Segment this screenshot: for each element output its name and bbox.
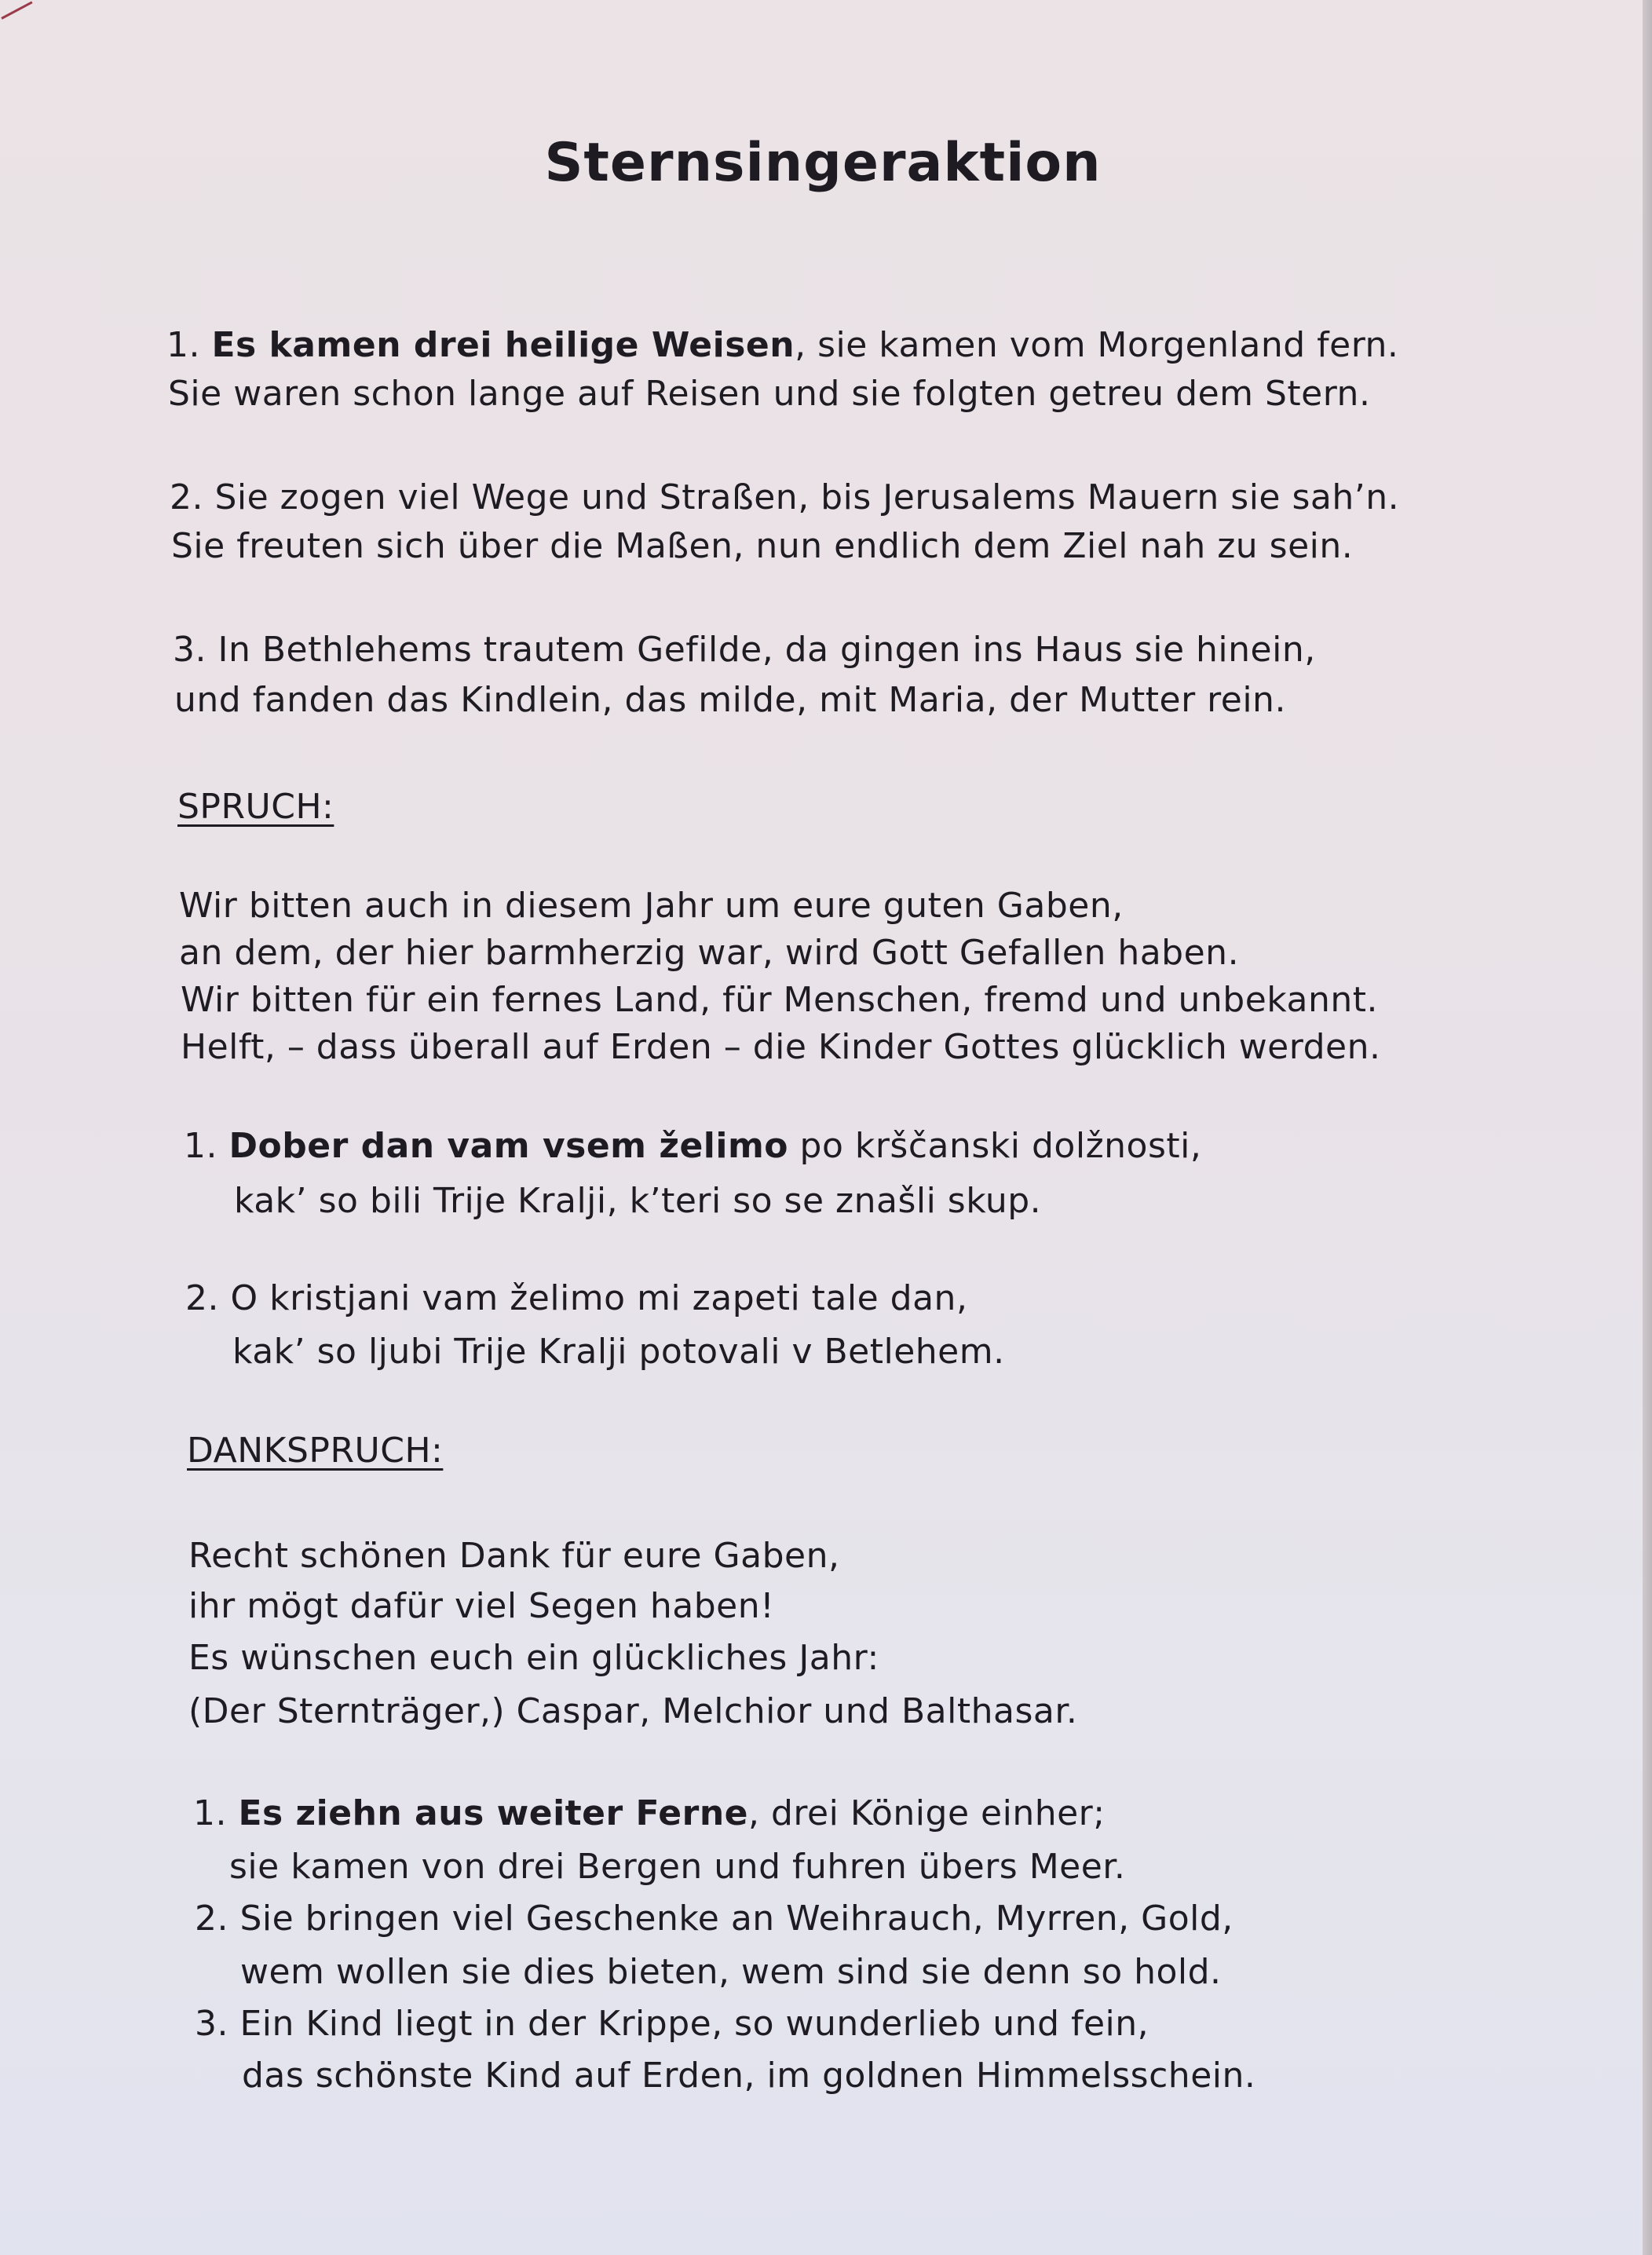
pen-mark bbox=[1, 2, 32, 20]
lied1-verse2-line1: 2. Sie zogen viel Wege und Straßen, bis Jerusalems Mauern sie sah’n. bbox=[170, 477, 1400, 517]
verse-text: , sie kamen vom Morgenland fern. bbox=[795, 325, 1399, 365]
lied1-verse3-line1: 3. In Bethlehems trautem Gefilde, da gingen ins Haus sie hinein, bbox=[173, 630, 1316, 670]
lied2-verse1-line2: sie kamen von drei Bergen und fuhren übers Meer. bbox=[229, 1847, 1126, 1887]
lied1-verse1-line1 bbox=[166, 323, 1398, 367]
verse-number: 1. bbox=[184, 1126, 217, 1166]
verse-text: , drei Könige einher; bbox=[748, 1793, 1106, 1833]
dankspruch-line: ihr mögt dafür viel Segen haben! bbox=[188, 1586, 775, 1626]
verse-incipit: Es ziehn aus weiter Ferne bbox=[238, 1793, 749, 1833]
lied1-verse2-line2: Sie freuten sich über die Maßen, nun endlich dem Ziel nah zu sein. bbox=[171, 526, 1354, 566]
verse-number: 1. bbox=[193, 1793, 227, 1833]
slovene-verse2-line1: 2. O kristjani vam želimo mi zapeti tale dan, bbox=[185, 1278, 968, 1318]
slovene-verse1-line2: kak’ so bili Trije Kralji, k’teri so se znašli skup. bbox=[234, 1181, 1042, 1221]
spruch-heading: SPRUCH: bbox=[177, 787, 334, 827]
spruch-line: Wir bitten auch in diesem Jahr um eure guten Gaben, bbox=[179, 886, 1124, 926]
dankspruch-line: Es wünschen euch ein glückliches Jahr: bbox=[188, 1638, 879, 1678]
slovene-verse2-line2: kak’ so ljubi Trije Kralji potovali v Betlehem. bbox=[232, 1332, 1005, 1372]
page-title: Sternsingeraktion bbox=[544, 132, 1102, 194]
dankspruch-line: (Der Sternträger,) Caspar, Melchior und Balthasar. bbox=[188, 1691, 1078, 1731]
spruch-line: Wir bitten für ein fernes Land, für Menschen, fremd und unbekannt. bbox=[181, 980, 1378, 1020]
lied2-verse2-line2: wem wollen sie dies bieten, wem sind sie denn so hold. bbox=[240, 1952, 1222, 1992]
lied2-verse3-line2: das schönste Kind auf Erden, im goldnen Himmelsschein. bbox=[242, 2056, 1256, 2096]
lied1-verse1-line2: Sie waren schon lange auf Reisen und sie folgten getreu dem Stern. bbox=[168, 374, 1371, 414]
lied2-verse3-line1: 3. Ein Kind liegt in der Krippe, so wunderlieb und fein, bbox=[195, 2004, 1149, 2044]
dankspruch-heading: DANKSPRUCH: bbox=[187, 1431, 444, 1471]
verse-text: po krščanski dolžnosti, bbox=[788, 1126, 1202, 1166]
spruch-line: an dem, der hier barmherzig war, wird Gott Gefallen haben. bbox=[179, 933, 1240, 973]
verse-incipit: Dober dan vam vsem želimo bbox=[228, 1126, 789, 1166]
spruch-line: Helft, – dass überall auf Erden – die Kinder Gottes glücklich werden. bbox=[181, 1027, 1381, 1067]
lied2-verse1-line1 bbox=[193, 1792, 1106, 1836]
lied2-verse2-line1: 2. Sie bringen viel Geschenke an Weihrauch, Myrren, Gold, bbox=[195, 1899, 1234, 1939]
verse-number: 1. bbox=[166, 325, 200, 365]
paper-edge bbox=[1643, 0, 1652, 2255]
slovene-verse1-line1 bbox=[184, 1124, 1201, 1168]
dankspruch-line: Recht schönen Dank für eure Gaben, bbox=[188, 1536, 840, 1576]
lied1-verse3-line2: und fanden das Kindlein, das milde, mit Maria, der Mutter rein. bbox=[174, 680, 1286, 720]
verse-incipit: Es kamen drei heilige Weisen bbox=[211, 325, 795, 365]
